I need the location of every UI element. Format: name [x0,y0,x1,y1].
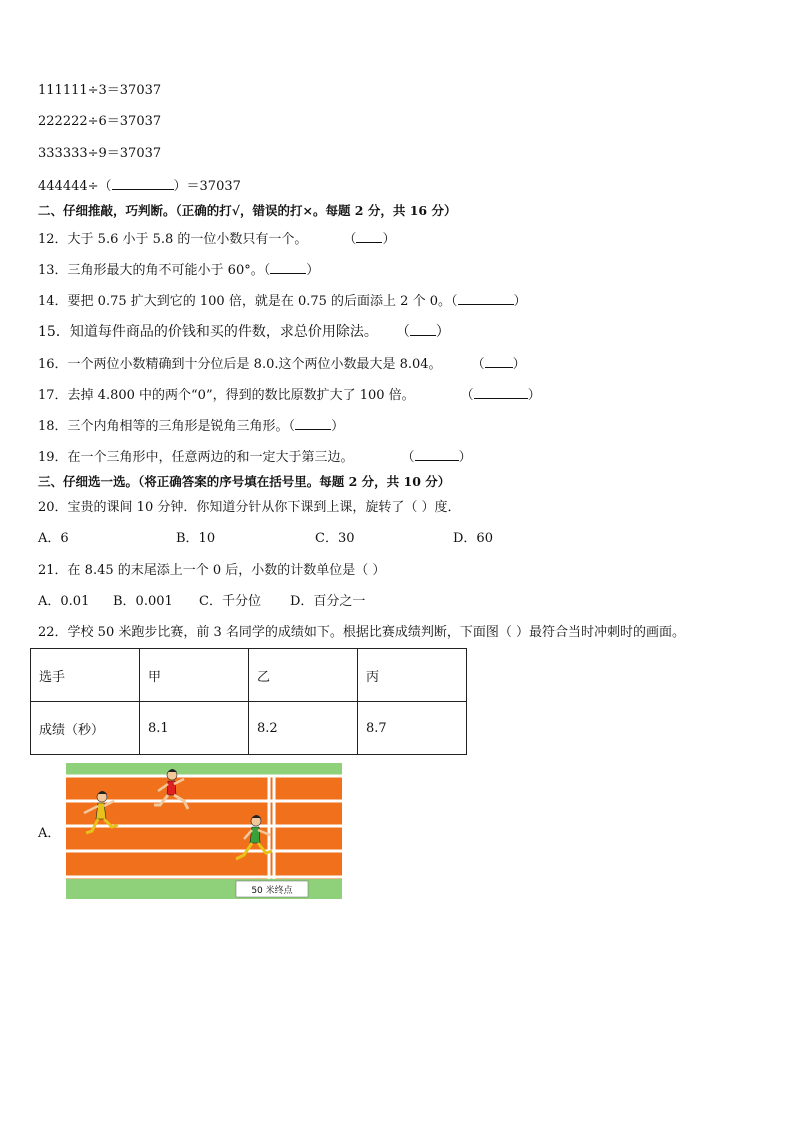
question-18 [38,416,344,436]
answer-blank[interactable] [458,291,514,305]
line-eq2: 222222÷6＝37037 [38,114,162,129]
table-cell: 乙 [249,649,358,702]
paren-close: ） [513,294,527,309]
table-cell: 选手 [31,649,140,702]
paren-open: （ [450,294,458,309]
table-row [31,702,467,755]
grass-top [66,763,342,775]
question-21: 21．在 8.45 的末尾添上一个 0 后，小数的计数单位是（ ） [38,563,386,578]
paren-close: ） [512,357,526,372]
question-16 [38,354,526,374]
answer-blank[interactable] [295,416,331,430]
table-cell: 甲 [140,649,249,702]
eq4-prefix: 444444÷（ [38,179,112,194]
question-text: 17．去掉 4.800 中的两个“0”，得到的数比原数扩大了 100 倍。 [38,388,415,403]
line-eq3: 333333÷9＝37037 [38,146,162,161]
q20-option-d[interactable]: D．60 [453,531,493,546]
answer-blank[interactable] [356,229,382,243]
question-text: 16．一个两位小数精确到十分位后是 8.0.这个两位小数最大是 8.04。 [38,357,442,372]
question-text: 19．在一个三角形中，任意两边的和一定大于第三边。 [38,450,354,465]
question-12 [38,229,395,249]
answer-blank[interactable] [415,447,459,461]
paren-close: ） [331,419,345,434]
table-cell: 8.7 [358,702,467,755]
question-text: 12．大于 5.6 小于 5.8 的一位小数只有一个。 [38,232,308,247]
paren-open: （ [263,263,271,278]
answer-blank[interactable] [485,354,513,368]
eq4-suffix: ）＝37037 [173,179,241,194]
answer-blank[interactable] [270,260,306,274]
paren-open: （ [401,450,415,465]
paren-close: ） [527,388,541,403]
question-text: 14．要把 0.75 扩大到它的 100 倍，就是在 0.75 的后面添上 2 个 0。 [38,294,451,309]
paren-close: ） [306,263,320,278]
question-13 [38,260,319,280]
question-22: 22．学校 50 米跑步比赛，前 3 名同学的成绩如下。根据比赛成绩判断，下面图（ ）最符合当时冲刺时的画面。 [38,625,686,640]
answer-blank[interactable] [410,322,436,336]
paren-open: （ [343,232,357,247]
table-cell: 成绩（秒） [31,702,140,755]
answer-blank[interactable] [112,176,174,190]
results-table [30,648,467,755]
table-cell: 8.2 [249,702,358,755]
question-15 [38,322,450,341]
q20-option-a[interactable]: A．6 [38,531,69,546]
question-20: 20．宝贵的课间 10 分钟．你知道分针从你下课到上课，旋转了（ ）度． [38,500,461,515]
table-cell: 8.1 [140,702,249,755]
paren-close: ） [435,324,450,340]
paren-open: （ [471,357,485,372]
section-3-heading: 三、仔细选一选。（将正确答案的序号填在括号里。每题 2 分，共 10 分） [38,474,451,489]
paren-open: （ [460,388,474,403]
race-track-picture [66,763,342,899]
paren-open: （ [395,324,410,340]
question-17 [38,385,541,405]
q20-option-c[interactable]: C．30 [315,531,355,546]
q21-option-b[interactable]: B．0.001 [113,594,173,609]
answer-blank[interactable] [474,385,528,399]
table-row [31,649,467,702]
q21-option-a[interactable]: A．0.01 [38,594,90,609]
picture-a-label: A． [38,826,61,841]
paren-close: ） [458,450,472,465]
line-eq1: 111111÷3＝37037 [38,83,162,98]
finish-sign-text: 50 米终点 [251,886,293,896]
q21-option-d[interactable]: D．百分之一 [290,594,366,609]
question-19 [38,447,472,467]
question-14 [38,291,527,311]
table-cell: 丙 [358,649,467,702]
paren-close: ） [382,232,396,247]
q21-option-c[interactable]: C．千分位 [199,594,261,609]
section-2-heading: 二、仔细推敲，巧判断。（正确的打√，错误的打×。每题 2 分，共 16 分） [38,203,457,218]
question-text: 18．三个内角相等的三角形是锐角三角形。 [38,419,289,434]
question-text: 13．三角形最大的角不可能小于 60°。 [38,263,264,278]
paren-open: （ [288,419,296,434]
q20-option-b[interactable]: B．10 [176,531,216,546]
line-eq4 [38,176,241,196]
question-text: 15．知道每件商品的价钱和买的件数，求总价用除法。 [38,324,378,340]
